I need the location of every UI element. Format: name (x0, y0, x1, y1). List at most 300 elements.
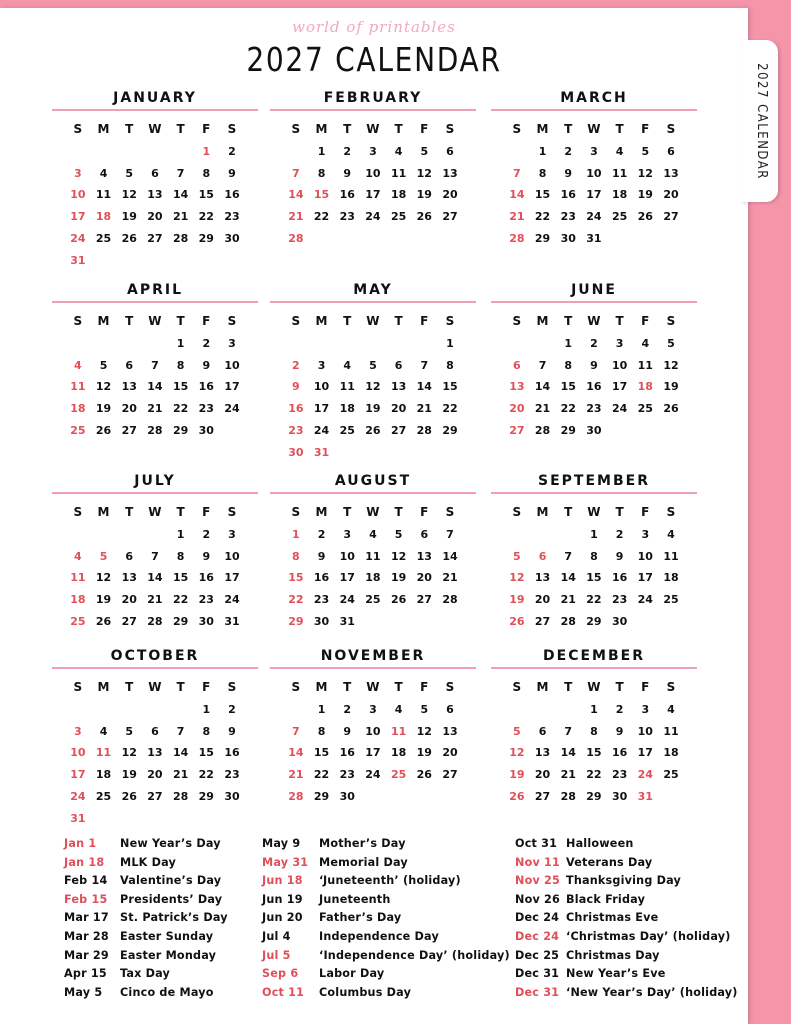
day-cell: 24 (365, 210, 381, 224)
day-cell: 6 (667, 144, 675, 158)
empty-cell (91, 333, 117, 355)
weekday-header: S (666, 314, 676, 328)
empty-cell (530, 699, 556, 721)
empty-cell (142, 699, 168, 721)
day-cell: 9 (590, 358, 598, 372)
day-cell: 22 (442, 402, 458, 416)
empty-cell (530, 524, 556, 546)
day-cell: 11 (611, 166, 628, 180)
holiday-row (515, 984, 738, 1003)
day-cell: 16 (198, 571, 214, 585)
day-cell-holiday: 10 (70, 746, 86, 760)
empty-cell (555, 524, 581, 546)
day-cell: 15 (172, 380, 189, 394)
day-cell: 7 (564, 549, 573, 563)
day-cell: 19 (365, 402, 381, 416)
holiday-name: Memorial Day (319, 855, 408, 869)
day-cell: 21 (172, 768, 189, 782)
month-name: JANUARY (113, 90, 197, 106)
empty-cell (168, 699, 194, 721)
day-cell: 20 (663, 188, 679, 202)
holiday-name: Father’s Day (319, 911, 402, 925)
day-cell: 27 (442, 768, 458, 782)
holiday-date: Oct 11 (262, 985, 305, 999)
day-cell-holiday: 9 (292, 380, 300, 394)
day-cell: 5 (667, 336, 675, 350)
day-cell: 23 (198, 402, 214, 416)
day-cell-holiday: 18 (70, 402, 86, 416)
weekday-header: T (394, 680, 403, 694)
month-name: AUGUST (334, 473, 412, 489)
day-cell-holiday: 29 (288, 614, 304, 628)
day-cell: 7 (420, 358, 429, 372)
day-cell-holiday: 28 (288, 789, 304, 803)
weekday-header: T (564, 314, 573, 328)
day-cell: 22 (534, 210, 551, 224)
empty-cell (116, 699, 142, 721)
day-cell: 31 (586, 231, 602, 245)
empty-cell (116, 333, 142, 355)
day-cell: 11 (390, 166, 407, 180)
holiday-date: May 31 (262, 855, 309, 869)
day-cell-holiday: 7 (292, 166, 300, 180)
day-cell-holiday: 27 (509, 423, 525, 437)
day-cell: 17 (637, 571, 653, 585)
weekday-header: F (420, 680, 429, 694)
day-cell: 6 (446, 144, 454, 158)
empty-cell (309, 333, 335, 355)
day-cell: 4 (99, 166, 108, 180)
day-cell-holiday: 21 (509, 210, 525, 224)
day-cell: 10 (224, 549, 240, 563)
weekday-header: S (666, 680, 676, 694)
day-cell: 17 (313, 402, 330, 416)
day-cell: 20 (121, 402, 137, 416)
weekday-header: F (202, 122, 211, 136)
day-cell: 19 (95, 402, 112, 416)
holiday-row (515, 891, 738, 910)
weekday-header: F (202, 680, 211, 694)
weekday-header: T (125, 314, 134, 328)
month-divider (491, 301, 697, 303)
weekday-header: M (536, 680, 549, 694)
day-cell-holiday: 25 (70, 614, 86, 628)
holiday-name: Cinco de Mayo (120, 985, 214, 999)
day-cell: 8 (176, 549, 185, 563)
day-cell-holiday: 5 (99, 549, 108, 563)
holiday-row (64, 835, 228, 854)
day-cell: 16 (224, 188, 240, 202)
day-cell: 19 (390, 571, 407, 585)
day-cell: 26 (663, 402, 679, 416)
weekday-header: T (564, 122, 573, 136)
day-cell-holiday: 24 (70, 789, 86, 803)
day-cell: 15 (586, 746, 602, 760)
day-cell: 14 (172, 746, 189, 760)
weekday-header: W (148, 505, 162, 519)
day-cell-holiday: 5 (513, 724, 521, 738)
day-cell: 30 (224, 231, 240, 245)
day-cell-holiday: 14 (288, 188, 304, 202)
empty-cell (168, 141, 194, 163)
weekday-header: W (587, 314, 601, 328)
day-cell: 5 (99, 358, 108, 372)
holiday-row (64, 984, 228, 1003)
day-cell: 11 (663, 549, 679, 563)
weekday-header: M (315, 505, 328, 519)
day-cell: 29 (172, 423, 189, 437)
day-cell: 18 (365, 571, 381, 585)
weekday-header: W (587, 680, 601, 694)
holiday-row (515, 835, 738, 854)
day-cell-holiday: 11 (70, 380, 86, 394)
day-cell: 31 (339, 614, 355, 628)
day-cell-holiday: 21 (288, 768, 304, 782)
day-cell: 18 (390, 746, 407, 760)
holiday-date: Mar 29 (64, 948, 109, 962)
holiday-date: May 9 (262, 837, 301, 850)
day-cell: 17 (365, 188, 381, 202)
month-divider (491, 492, 697, 494)
day-grid (504, 677, 697, 808)
day-cell: 3 (590, 144, 598, 158)
holiday-date: Nov 25 (515, 874, 561, 888)
month-name: OCTOBER (110, 648, 200, 664)
day-cell: 15 (172, 571, 189, 585)
weekday-header: T (176, 122, 185, 136)
day-cell: 24 (637, 593, 653, 607)
day-cell-holiday: 31 (637, 789, 653, 803)
day-cell: 29 (586, 614, 602, 628)
day-cell: 27 (534, 614, 551, 628)
day-cell: 12 (365, 380, 381, 394)
day-cell-holiday: 4 (74, 358, 82, 372)
day-cell: 18 (663, 571, 679, 585)
day-cell: 27 (663, 210, 679, 224)
day-cell: 23 (611, 593, 628, 607)
weekday-header: T (615, 314, 624, 328)
day-cell: 30 (339, 789, 355, 803)
day-cell: 20 (147, 768, 163, 782)
weekday-header: S (512, 122, 522, 136)
day-cell: 6 (125, 549, 134, 563)
day-cell: 20 (390, 402, 407, 416)
holiday-date: Dec 24 (515, 911, 560, 925)
day-cell: 5 (394, 527, 403, 541)
weekday-header: T (564, 680, 573, 694)
weekday-header: S (445, 314, 455, 328)
holiday-row (64, 854, 228, 873)
holiday-row (262, 872, 510, 891)
holiday-row (262, 854, 510, 873)
day-cell-holiday: 7 (513, 166, 521, 180)
weekday-header: T (125, 505, 134, 519)
day-cell: 5 (125, 166, 134, 180)
day-cell: 10 (313, 380, 330, 394)
day-cell: 25 (637, 402, 653, 416)
day-cell-holiday: 24 (70, 231, 86, 245)
day-cell: 20 (121, 593, 137, 607)
day-cell: 5 (420, 144, 429, 158)
holiday-name: New Year’s Eve (566, 967, 666, 981)
weekday-header: W (366, 505, 380, 519)
weekday-header: W (587, 122, 601, 136)
month-name: JULY (134, 473, 176, 489)
day-cell: 15 (198, 746, 214, 760)
weekday-header: M (536, 122, 549, 136)
holiday-name: MLK Day (120, 855, 177, 869)
weekday-header: W (148, 122, 162, 136)
day-cell: 3 (228, 336, 236, 350)
day-cell: 16 (586, 380, 602, 394)
day-cell: 8 (317, 724, 326, 738)
weekday-header: M (536, 314, 549, 328)
weekday-header: M (97, 680, 110, 694)
day-cell: 8 (176, 358, 185, 372)
day-cell: 19 (121, 210, 137, 224)
day-cell: 30 (198, 423, 214, 437)
day-cell: 28 (442, 593, 458, 607)
day-cell: 14 (147, 380, 163, 394)
day-cell: 30 (560, 231, 576, 245)
day-cell: 6 (125, 358, 134, 372)
day-cell: 27 (442, 210, 458, 224)
day-cell: 11 (663, 724, 679, 738)
holiday-row (64, 928, 228, 947)
day-cell: 17 (611, 380, 628, 394)
day-cell: 3 (641, 702, 650, 716)
day-cell-holiday: 15 (288, 571, 304, 585)
weekday-header: F (641, 505, 650, 519)
day-cell: 23 (586, 402, 602, 416)
day-cell: 29 (172, 614, 189, 628)
weekday-header: M (536, 505, 549, 519)
day-cell: 24 (586, 210, 602, 224)
holiday-row (262, 947, 510, 966)
empty-cell (360, 333, 386, 355)
day-cell: 28 (147, 614, 163, 628)
day-cell: 13 (534, 571, 551, 585)
empty-cell (91, 524, 117, 546)
day-cell: 23 (313, 593, 330, 607)
holiday-date: Apr 15 (64, 967, 107, 981)
day-cell: 8 (317, 166, 326, 180)
day-cell: 29 (534, 231, 551, 245)
day-cell: 7 (176, 724, 185, 738)
side-tab-label (744, 40, 778, 202)
weekday-header: F (420, 314, 429, 328)
day-cell: 4 (667, 527, 675, 541)
weekday-header: T (394, 505, 403, 519)
month-november (270, 648, 476, 808)
holiday-column-1 (64, 835, 228, 1002)
day-cell: 30 (224, 789, 240, 803)
weekday-header: S (445, 122, 455, 136)
day-cell: 3 (343, 527, 352, 541)
day-cell-holiday: 3 (74, 166, 82, 180)
month-name: MARCH (560, 90, 628, 106)
holiday-name: Valentine’s Day (120, 874, 222, 888)
day-cell: 21 (560, 593, 576, 607)
day-cell: 6 (446, 702, 454, 716)
holiday-name: Columbus Day (319, 985, 412, 999)
weekday-header: F (420, 122, 429, 136)
day-cell: 20 (442, 746, 458, 760)
weekday-header: T (394, 122, 403, 136)
month-august (270, 473, 476, 633)
holiday-row (64, 891, 228, 910)
holiday-date: Jun 20 (262, 911, 303, 925)
holiday-row (64, 909, 228, 928)
day-cell: 28 (560, 789, 576, 803)
day-cell-holiday: 19 (509, 593, 525, 607)
day-cell: 1 (590, 527, 598, 541)
day-cell: 13 (416, 549, 432, 563)
holiday-name: Halloween (566, 837, 634, 850)
month-divider (52, 492, 258, 494)
weekday-header: M (97, 314, 110, 328)
day-cell-holiday: 11 (390, 724, 407, 738)
day-grid (504, 502, 697, 633)
weekday-header: F (420, 505, 429, 519)
holiday-date: Feb 15 (64, 892, 108, 906)
day-cell: 6 (151, 724, 159, 738)
day-cell-holiday: 11 (70, 571, 86, 585)
holiday-date: Nov 26 (515, 892, 561, 906)
month-name: APRIL (126, 282, 183, 298)
empty-cell (142, 524, 168, 546)
day-cell: 13 (147, 746, 163, 760)
holiday-date: Dec 25 (515, 948, 560, 962)
day-cell: 26 (416, 768, 432, 782)
day-cell: 26 (365, 423, 381, 437)
day-cell: 12 (416, 166, 432, 180)
day-cell: 21 (172, 210, 189, 224)
day-cell: 1 (317, 144, 326, 158)
day-cell: 7 (176, 166, 185, 180)
weekday-header: W (366, 680, 380, 694)
day-cell: 6 (394, 358, 403, 372)
empty-cell (504, 141, 530, 163)
day-cell-holiday: 1 (292, 527, 300, 541)
day-cell: 12 (663, 358, 679, 372)
day-cell: 12 (416, 724, 432, 738)
empty-cell (530, 333, 556, 355)
day-cell: 13 (442, 724, 458, 738)
day-cell: 11 (365, 549, 381, 563)
holiday-row (262, 891, 510, 910)
day-cell-holiday: 26 (509, 789, 525, 803)
day-cell: 2 (564, 144, 573, 158)
day-cell: 10 (637, 724, 653, 738)
day-cell: 27 (534, 789, 551, 803)
day-cell: 7 (564, 724, 573, 738)
day-cell: 3 (228, 527, 236, 541)
day-cell: 22 (560, 402, 576, 416)
day-cell-holiday: 21 (288, 210, 304, 224)
day-cell: 22 (586, 593, 602, 607)
day-cell-holiday: 28 (288, 231, 304, 245)
day-cell: 13 (534, 746, 551, 760)
day-cell: 16 (611, 571, 628, 585)
day-cell: 19 (416, 746, 432, 760)
day-cell-holiday: 10 (70, 188, 86, 202)
weekday-header: F (202, 314, 211, 328)
day-cell-holiday: 24 (637, 768, 653, 782)
day-cell-holiday: 30 (288, 445, 304, 459)
day-cell: 13 (663, 166, 679, 180)
holiday-date: Jul 4 (262, 929, 291, 943)
day-cell: 30 (198, 614, 214, 628)
day-cell: 16 (198, 380, 214, 394)
day-cell-holiday: 31 (313, 445, 330, 459)
day-cell: 20 (416, 571, 432, 585)
day-cell: 9 (564, 166, 573, 180)
day-cell-holiday: 12 (509, 746, 525, 760)
day-cell: 5 (420, 702, 429, 716)
day-cell: 17 (224, 380, 240, 394)
day-cell-holiday: 18 (95, 210, 112, 224)
weekday-header: T (125, 122, 134, 136)
day-cell: 21 (534, 402, 551, 416)
day-cell: 28 (534, 423, 551, 437)
day-cell: 2 (202, 336, 211, 350)
day-cell: 15 (586, 571, 602, 585)
day-cell: 3 (317, 358, 326, 372)
day-cell: 9 (343, 166, 352, 180)
day-cell: 6 (420, 527, 429, 541)
weekday-header: T (343, 314, 352, 328)
weekday-header: W (366, 122, 380, 136)
month-name: FEBRUARY (323, 90, 423, 106)
day-cell: 29 (198, 789, 214, 803)
day-cell: 2 (615, 702, 624, 716)
day-cell: 17 (365, 746, 381, 760)
day-cell: 27 (121, 614, 137, 628)
day-cell: 3 (615, 336, 624, 350)
month-march (491, 90, 697, 250)
page-title: 2027 CALENDAR (246, 40, 502, 79)
day-cell: 26 (637, 210, 653, 224)
holiday-row (262, 835, 510, 854)
day-grid (65, 119, 258, 272)
day-cell: 7 (151, 358, 159, 372)
holiday-date: Sep 6 (262, 967, 299, 981)
day-cell: 25 (95, 789, 112, 803)
day-cell: 13 (442, 166, 458, 180)
day-cell: 4 (667, 702, 675, 716)
holiday-name: Presidents’ Day (120, 892, 223, 906)
day-cell: 1 (176, 336, 185, 350)
holiday-column-3 (515, 835, 738, 1002)
day-cell: 2 (590, 336, 598, 350)
month-name: SEPTEMBER (538, 473, 650, 489)
holiday-row (64, 872, 228, 891)
day-cell: 23 (339, 210, 355, 224)
weekday-header: W (148, 680, 162, 694)
day-cell: 9 (228, 724, 236, 738)
weekday-header: F (202, 505, 211, 519)
day-cell-holiday: 3 (74, 724, 82, 738)
empty-cell (91, 699, 117, 721)
holiday-row (515, 854, 738, 873)
month-january (52, 90, 258, 272)
day-cell: 10 (637, 549, 653, 563)
weekday-header: S (291, 680, 301, 694)
empty-cell (504, 524, 530, 546)
holiday-date: Jun 19 (262, 892, 303, 906)
day-cell: 28 (560, 614, 576, 628)
